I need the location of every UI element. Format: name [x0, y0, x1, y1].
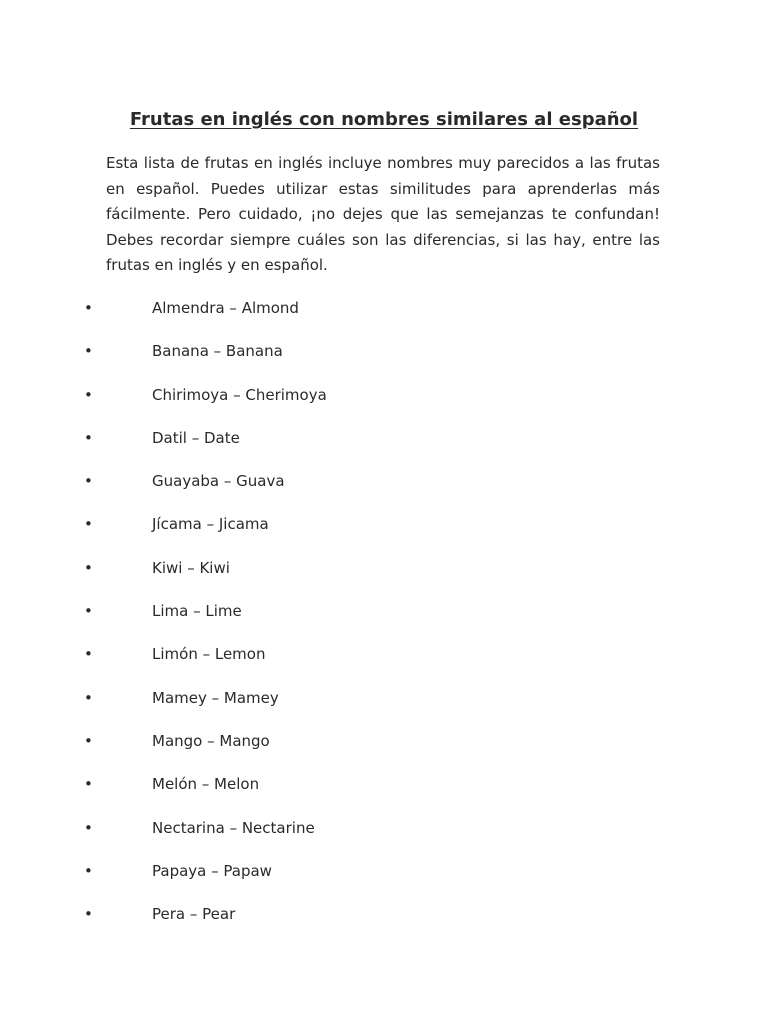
bullet-icon: • [84, 861, 93, 880]
fruit-pair: Guayaba – Guava [152, 472, 285, 491]
bullet-icon: • [84, 818, 93, 837]
list-item [0, 730, 768, 773]
fruit-pair: Datil – Date [152, 428, 240, 447]
fruit-pair: Mamey – Mamey [152, 688, 279, 707]
fruit-pair: Kiwi – Kiwi [152, 558, 230, 577]
fruit-pair: Banana – Banana [152, 342, 283, 361]
fruit-pair: Melón – Melon [152, 775, 260, 794]
list-item [0, 470, 768, 513]
fruit-pair: Chirimoya – Cherimoya [152, 385, 327, 404]
list-item [0, 427, 768, 470]
fruit-list [0, 297, 768, 946]
fruit-pair: Lima – Lime [152, 602, 242, 621]
list-item [0, 600, 768, 643]
list-item [0, 513, 768, 556]
fruit-pair: Pera – Pear [152, 905, 236, 924]
fruit-pair: Mango – Mango [152, 731, 270, 750]
fruit-pair: Almendra – Almond [152, 299, 299, 317]
list-item [0, 384, 768, 427]
list-item [0, 557, 768, 600]
bullet-icon: • [84, 775, 93, 794]
bullet-icon: • [84, 385, 93, 404]
bullet-icon: • [84, 428, 93, 447]
bullet-icon: • [84, 905, 93, 924]
bullet-icon: • [84, 515, 93, 534]
list-item [0, 903, 768, 946]
bullet-icon: • [84, 299, 93, 317]
bullet-icon: • [84, 602, 93, 621]
list-item [0, 297, 768, 340]
list-item [0, 860, 768, 903]
fruit-pair: Limón – Lemon [152, 645, 266, 664]
fruit-pair: Nectarina – Nectarine [152, 818, 315, 837]
list-item [0, 643, 768, 686]
bullet-icon: • [84, 558, 93, 577]
list-item [0, 817, 768, 860]
fruit-pair: Jícama – Jicama [152, 515, 269, 534]
bullet-icon: • [84, 731, 93, 750]
bullet-icon: • [84, 645, 93, 664]
fruit-pair: Papaya – Papaw [152, 861, 272, 880]
list-item [0, 773, 768, 816]
bullet-icon: • [84, 472, 93, 491]
list-item [0, 687, 768, 730]
bullet-icon: • [84, 688, 93, 707]
list-item [0, 340, 768, 383]
page-title: Frutas en inglés con nombres similares al español [129, 109, 639, 130]
intro-paragraph: Esta lista de frutas en inglés incluye nombres muy parecidos a las frutas en español. Puedes utilizar estas similitudes para aprenderlas más fácilmente. Pero cuidado, ¡no dejes que las semejanzas te confundan! Debes recordar siempre cuáles son las diferencias, si las hay, entre las frutas en inglés y en español. [106, 154, 660, 275]
bullet-icon: • [84, 342, 93, 361]
